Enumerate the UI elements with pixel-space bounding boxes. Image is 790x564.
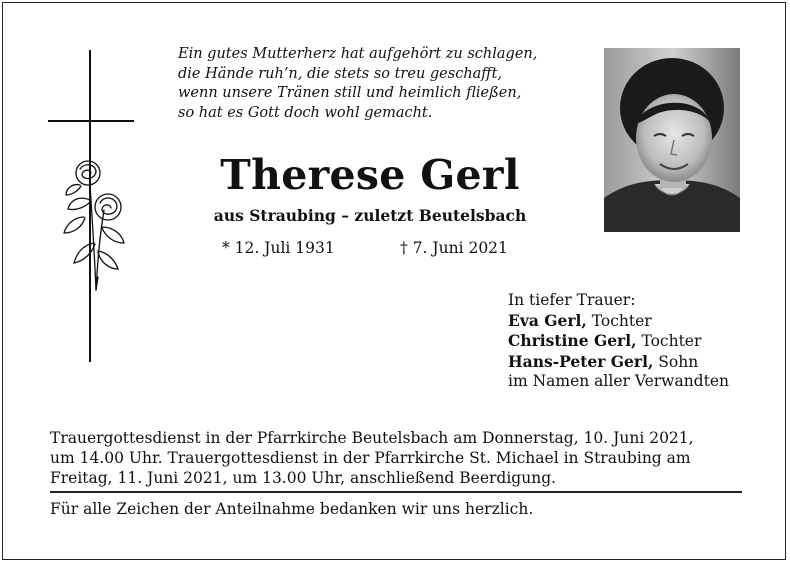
service-line: um 14.00 Uhr. Trauergottesdienst in der Pfarrkirche St. Michael in Straubing am — [50, 449, 691, 467]
poem — [178, 45, 588, 123]
thanks-note: Für alle Zeichen der Anteilnahme bedanken wir uns herzlich. — [50, 500, 534, 518]
service-line: Trauergottesdienst in der Pfarrkirche Beutelsbach am Donnerstag, 10. Juni 2021, — [50, 429, 694, 447]
mourner-name: Christine Gerl, — [508, 331, 637, 350]
portrait-photo — [604, 48, 740, 232]
birth-date: * 12. Juli 1931 — [222, 239, 335, 257]
mourner-entry — [508, 311, 729, 332]
mourners-heading: In tiefer Trauer: — [508, 291, 636, 309]
mourner-relation: Tochter — [591, 311, 652, 330]
service-info — [50, 428, 746, 488]
mourner-entry — [508, 352, 729, 373]
mourner-name: Hans-Peter Gerl, — [508, 351, 654, 371]
poem-line: so hat es Gott doch wohl gemacht. — [178, 104, 433, 121]
mourner-relation: Sohn — [658, 352, 699, 371]
mourner-entry — [508, 331, 729, 352]
mourner-relation: Tochter — [641, 332, 702, 350]
mourner-name: Eva Gerl, — [508, 310, 587, 330]
death-date: † 7. Juni 2021 — [400, 239, 508, 257]
deceased-origin: aus Straubing – zuletzt Beutelsbach — [213, 206, 527, 225]
mourners-closing: im Namen aller Verwandten — [508, 372, 729, 390]
roses-icon — [60, 155, 132, 295]
service-line: Freitag, 11. Juni 2021, um 13.00 Uhr, anschließend Beerdigung. — [50, 469, 557, 487]
mourners-block — [508, 291, 729, 392]
poem-line: die Hände ruh’n, die stets so treu geschafft, — [178, 65, 503, 82]
divider — [50, 491, 742, 493]
deceased-name: Therese Gerl — [220, 151, 520, 199]
poem-line: wenn unsere Tränen still und heimlich fließen, — [178, 85, 522, 101]
poem-line: Ein gutes Mutterherz hat aufgehört zu schlagen, — [178, 46, 538, 62]
